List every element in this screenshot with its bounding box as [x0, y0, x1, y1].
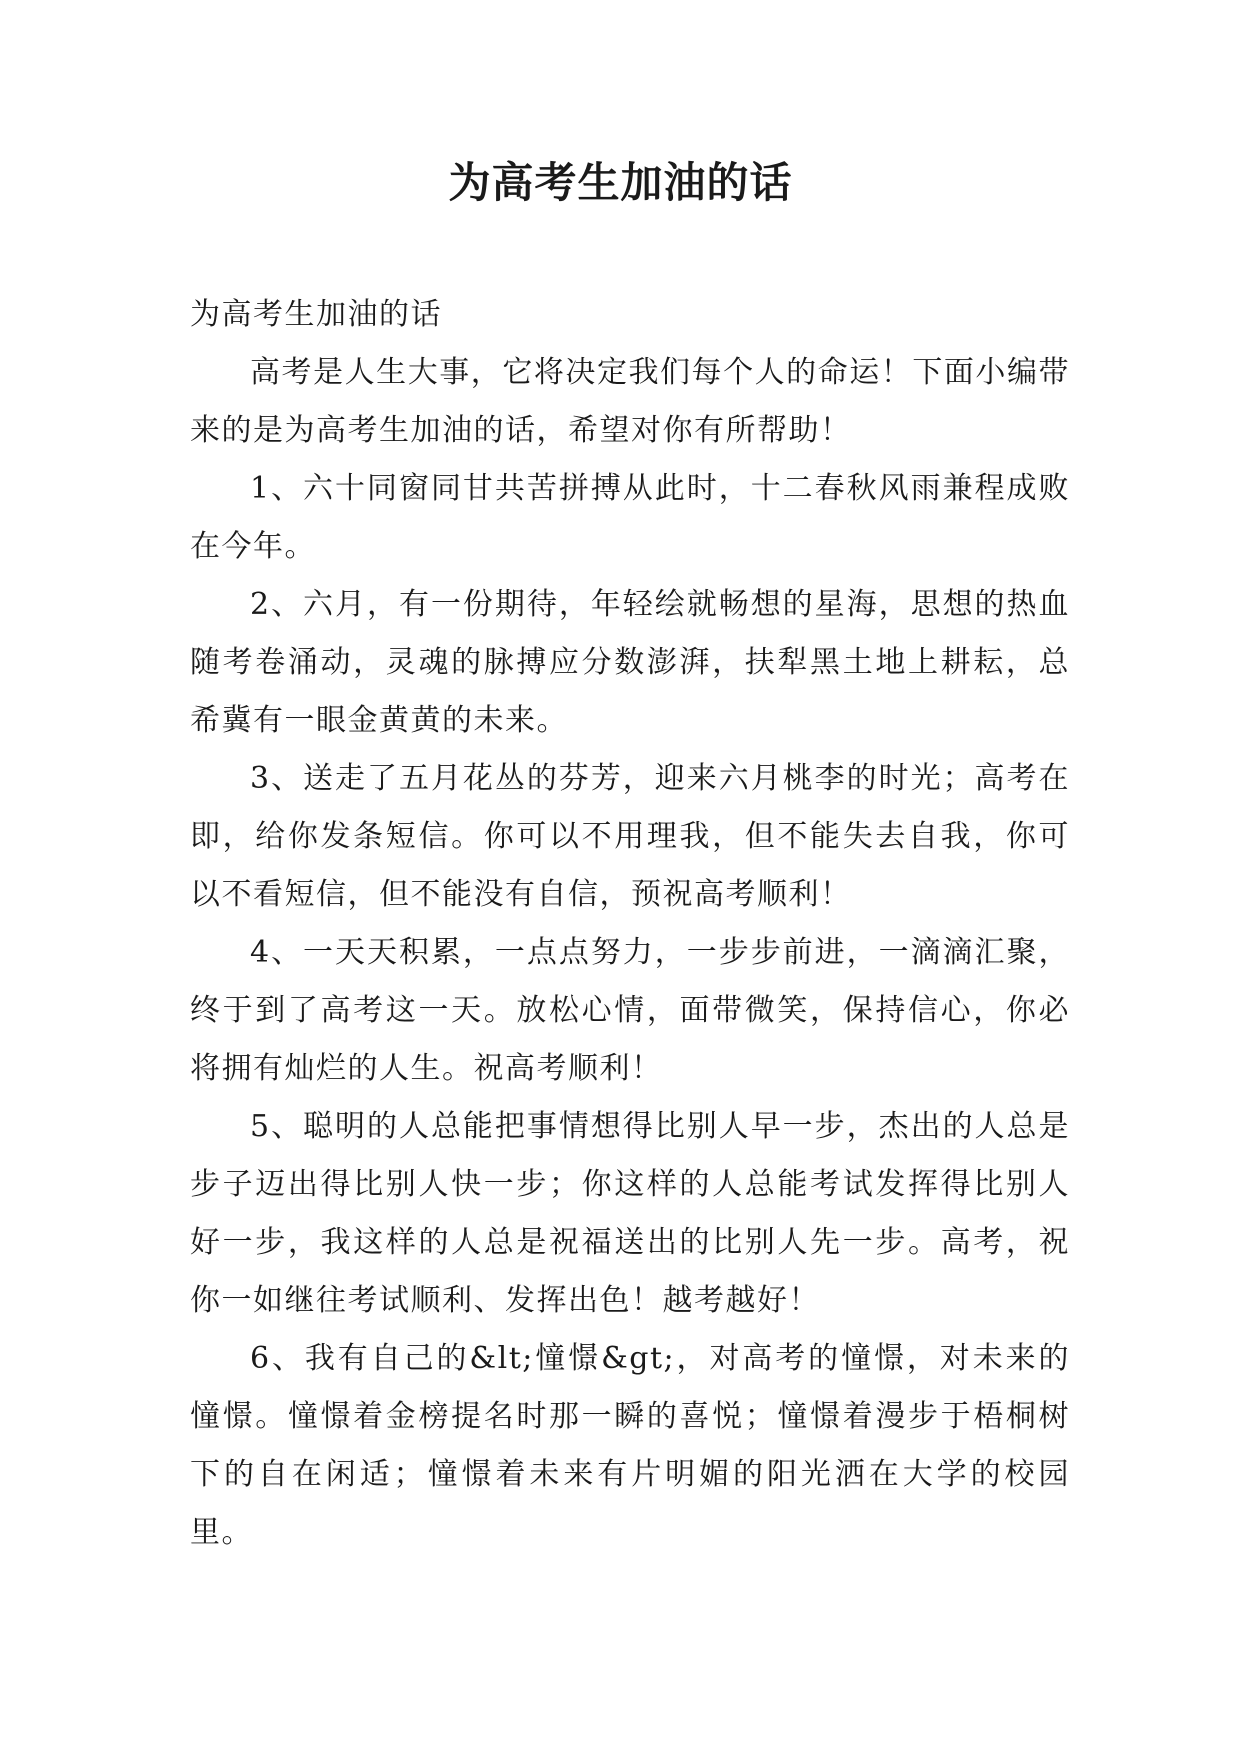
page-title: 为高考生加油的话: [448, 158, 793, 207]
document-body: [190, 286, 1070, 1562]
document-subtitle: 为高考生加油的话: [190, 297, 442, 332]
paragraph-item-5: 5、聪明的人总能把事情想得比别人早一步，杰出的人总是步子迈出得比别人快一步；你这样的人总能考试发挥得比别人好一步，我这样的人总是祝福送出的比别人先一步。高考，祝你一如继往考试顺利、发挥出色！越考越好！: [190, 1109, 1070, 1318]
paragraph-item-2: 2、六月，有一份期待，年轻绘就畅想的星海，思想的热血随考卷涌动，灵魂的脉搏应分数澎湃，扶犁黑土地上耕耘，总希冀有一眼金黄黄的未来。: [190, 587, 1070, 738]
paragraph-item-3: 3、送走了五月花丛的芬芳，迎来六月桃李的时光；高考在即，给你发条短信。你可以不用理我，但不能失去自我，你可以不看短信，但不能没有自信，预祝高考顺利！: [190, 761, 1070, 912]
paragraph-item-6: 6、我有自己的&lt;憧憬&gt;，对高考的憧憬，对未来的憧憬。憧憬着金榜提名时那一瞬的喜悦；憧憬着漫步于梧桐树下的自在闲适；憧憬着未来有片明媚的阳光洒在大学的校园里。: [190, 1341, 1070, 1550]
paragraph-item-1: 1、六十同窗同甘共苦拼搏从此时，十二春秋风雨兼程成败在今年。: [190, 471, 1070, 564]
paragraph-intro: 高考是人生大事，它将决定我们每个人的命运！下面小编带来的是为高考生加油的话，希望对你有所帮助！: [190, 355, 1070, 448]
paragraph-item-4: 4、一天天积累，一点点努力，一步步前进，一滴滴汇聚，终于到了高考这一天。放松心情，面带微笑，保持信心，你必将拥有灿烂的人生。祝高考顺利！: [190, 935, 1070, 1086]
